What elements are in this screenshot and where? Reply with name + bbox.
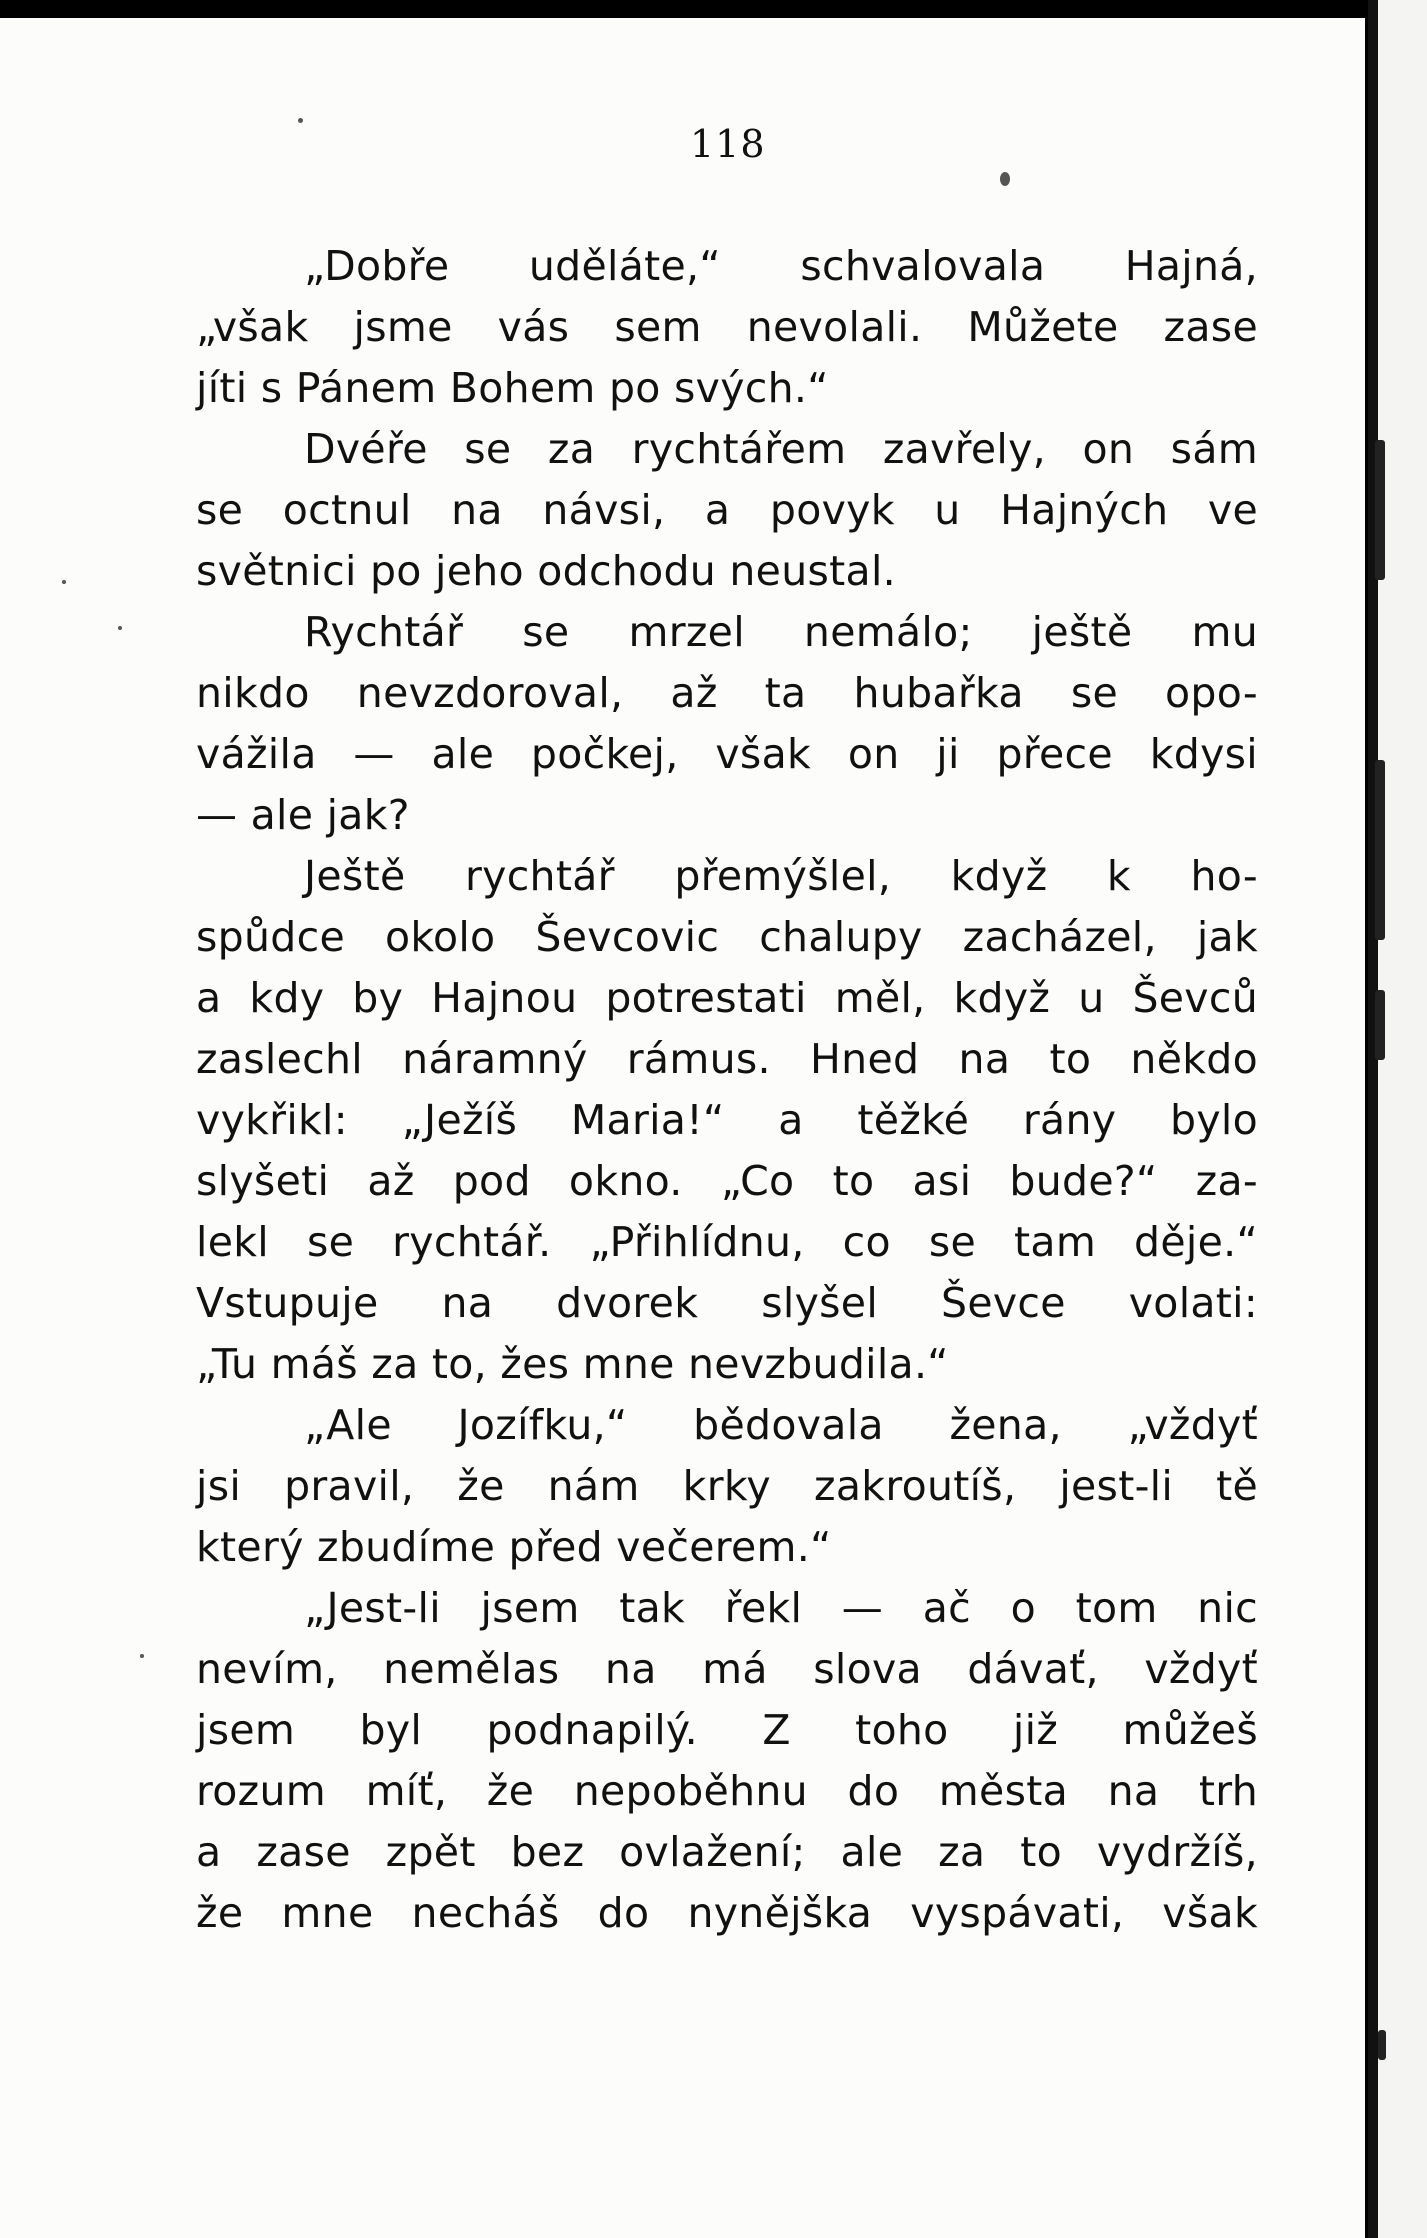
text-line: vážila — ale počkej, však on ji přece kdysi bbox=[196, 730, 1258, 778]
text-line: „Dobře uděláte,“ schvalovala Hajná, bbox=[304, 242, 1258, 290]
text-line: rozum míť, že nepoběhnu do města na trh bbox=[196, 1767, 1258, 1815]
text-line: a zase zpět bez ovlažení; ale za to vydržíš, bbox=[196, 1828, 1258, 1876]
text-line: Dvéře se za rychtářem zavřely, on sám bbox=[304, 425, 1258, 473]
text-line: jsi pravil, že nám krky zakroutíš, jest-li tě bbox=[196, 1462, 1258, 1510]
text-line: že mne necháš do nynějška vyspávati, však bbox=[196, 1889, 1258, 1937]
binding-mark bbox=[1375, 440, 1385, 580]
body-text bbox=[196, 236, 1258, 1944]
text-line: — ale jak? bbox=[196, 791, 410, 839]
scan-speck bbox=[118, 626, 122, 630]
text-line: nevím, nemělas na má slova dávať, vždyť bbox=[196, 1645, 1258, 1693]
text-line: Ještě rychtář přemýšlel, když k ho- bbox=[304, 852, 1258, 900]
text-line: se octnul na návsi, a povyk u Hajných ve bbox=[196, 486, 1258, 534]
text-line: zaslechl náramný rámus. Hned na to někdo bbox=[196, 1035, 1258, 1083]
text-line: „však jsme vás sem nevolali. Můžete zase bbox=[196, 303, 1258, 351]
binding-mark bbox=[1375, 990, 1385, 1060]
binding-mark bbox=[1378, 2030, 1386, 2060]
text-line: který zbudíme před večerem.“ bbox=[196, 1523, 832, 1571]
scan-speck bbox=[62, 580, 66, 584]
text-line: jíti s Pánem Bohem po svých.“ bbox=[196, 364, 829, 412]
page-number: 118 bbox=[690, 122, 766, 166]
text-line: lekl se rychtář. „Přihlídnu, co se tam děje.“ bbox=[196, 1218, 1258, 1266]
binding-mark bbox=[1375, 760, 1385, 940]
text-line: jsem byl podnapilý. Z toho již můžeš bbox=[196, 1706, 1258, 1754]
binding-edge bbox=[1368, 0, 1378, 2238]
text-line: „Jest-li jsem tak řekl — ač o tom nic bbox=[304, 1584, 1258, 1632]
text-line: slyšeti až pod okno. „Co to asi bude?“ za- bbox=[196, 1157, 1258, 1205]
scan-speck bbox=[298, 118, 303, 123]
text-line: „Tu máš za to, žes mne nevzbudila.“ bbox=[196, 1340, 949, 1388]
text-line: „Ale Jozífku,“ bědovala žena, „vždyť bbox=[304, 1401, 1258, 1449]
text-line: vykřikl: „Ježíš Maria!“ a těžké rány bylo bbox=[196, 1096, 1258, 1144]
text-line: a kdy by Hajnou potrestati měl, když u Ševců bbox=[196, 974, 1258, 1022]
scan-speck bbox=[140, 1654, 144, 1658]
scan-speck bbox=[1000, 172, 1010, 186]
text-line: nikdo nevzdoroval, až ta hubařka se opo- bbox=[196, 669, 1258, 717]
text-line: spůdce okolo Ševcovic chalupy zacházel, jak bbox=[196, 913, 1258, 961]
text-line: Rychtář se mrzel nemálo; ještě mu bbox=[304, 608, 1258, 656]
text-line: světnici po jeho odchodu neustal. bbox=[196, 547, 896, 595]
text-line: Vstupuje na dvorek slyšel Ševce volati: bbox=[196, 1279, 1258, 1327]
